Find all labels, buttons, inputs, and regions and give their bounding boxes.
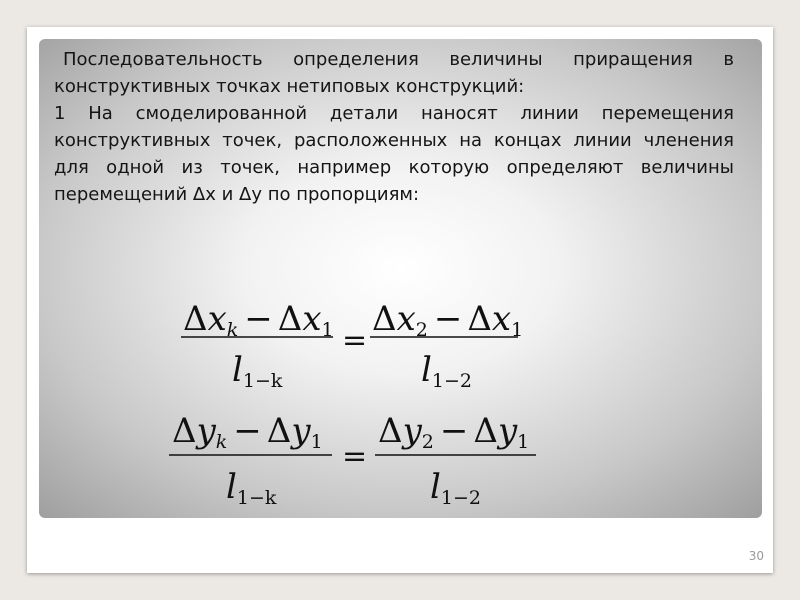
formula-x-left-denominator: l1−k [232,350,283,392]
formula-x-right-denominator: l1−2 [421,350,472,392]
page-number: 30 [748,549,764,563]
formula-x-right-numerator: Δx2 − Δx1 [372,299,524,341]
formula-y-right-denominator: l1−2 [430,467,481,509]
formula-x-equals: = [342,323,368,358]
formula-y [169,411,536,509]
slide-paragraph: 1 На смоделированной детали наносят линии перемещения конструктивных точек, расположенных на концах линии членения для одной из точек, например которую определяют величины перемещений Δx и Δy по пропорциям: [54,103,734,205]
formula-y-left-numerator: Δyk − Δy1 [172,411,323,453]
formula-x [181,299,523,392]
formula-y-left-denominator: l1−k [226,467,277,509]
formula-y-right-numerator: Δy2 − Δy1 [378,411,530,453]
formula-y-equals: = [342,439,368,474]
formula-x-left-numerator: Δxk − Δx1 [183,299,334,341]
slide-heading: Последовательность определения величины приращения в конструктивных точках нетиповых конструкций: [54,49,734,97]
